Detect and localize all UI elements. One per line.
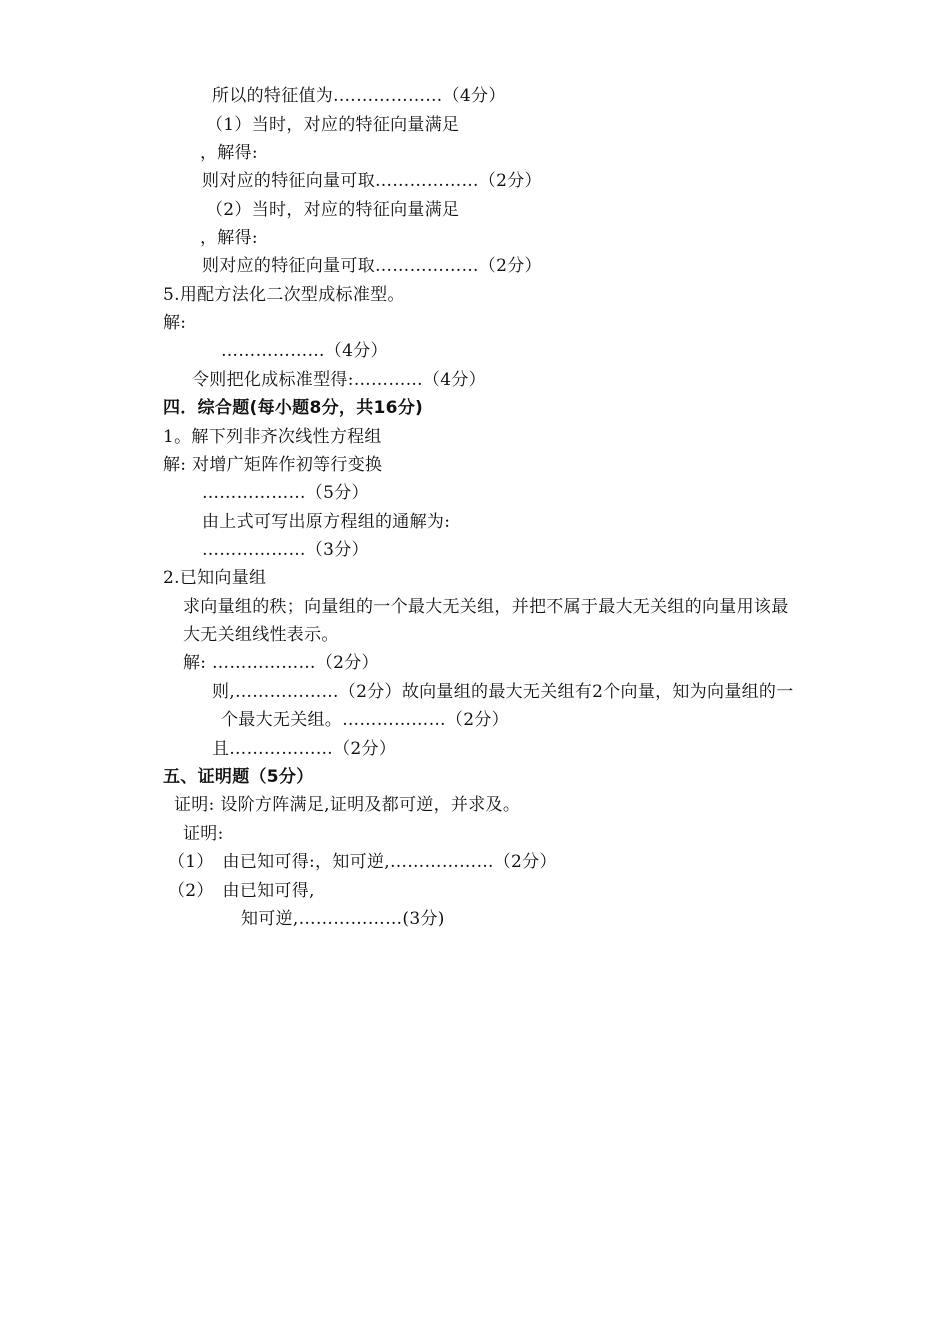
case-1-solve: ，解得:	[200, 143, 258, 163]
proof-step-2: （2） 由已知可得,	[168, 881, 315, 901]
proof-label: 证明:	[183, 824, 224, 844]
case-2-condition: （2）当时，对应的特征向量满足	[206, 200, 460, 220]
rank-line: 则,………………（2分）故向量组的最大无关组有2个向量，知为向量组的一	[212, 682, 794, 702]
score-line: ………………（4分）	[221, 341, 388, 361]
case-1-condition: （1）当时，对应的特征向量满足	[206, 115, 460, 135]
question-2-text-cont: 大无关组线性表示。	[183, 625, 339, 645]
eigenvalue-line: 所以的特征值为.………………（4分）	[212, 86, 506, 106]
proof-question: 证明: 设阶方阵满足,证明及都可逆，并求及。	[174, 795, 521, 815]
question-1-answer: 解: 对增广矩阵作初等行变换	[163, 455, 383, 475]
section-5-heading: 五、证明题（5分）	[163, 767, 314, 787]
section-4-heading: 四．综合题(每小题8分，共16分)	[163, 398, 424, 418]
score-line: ………………（3分）	[202, 540, 369, 560]
answer-label: 解:	[163, 313, 187, 333]
proof-step-2-result: 知可逆,………………(3分)	[241, 909, 445, 929]
case-2-solve: ，解得:	[200, 228, 258, 248]
proof-step-1: （1） 由已知可得:，知可逆,………………（2分）	[168, 852, 557, 872]
question-2-title: 2.已知向量组	[163, 568, 267, 588]
general-solution-line: 由上式可写出原方程组的通解为:	[202, 512, 451, 532]
representation-line: 且………………（2分）	[212, 739, 397, 759]
question-2-text: 求向量组的秩；向量组的一个最大无关组，并把不属于最大无关组的向量用该最	[183, 597, 789, 617]
rank-line-cont: 个最大无关组。………………（2分）	[221, 710, 509, 730]
standard-form-line: 令则把化成标准型得:…………（4分）	[192, 370, 486, 390]
score-line: ………………（5分）	[202, 483, 369, 503]
question-5-title: 5.用配方法化二次型成标准型。	[163, 285, 405, 305]
case-1-eigenvector: 则对应的特征向量可取………………（2分）	[202, 171, 542, 191]
question-2-answer: 解: ………………（2分）	[183, 653, 379, 673]
case-2-eigenvector: 则对应的特征向量可取………………（2分）	[202, 256, 542, 276]
question-1-title: 1。解下列非齐次线性方程组	[163, 427, 382, 447]
